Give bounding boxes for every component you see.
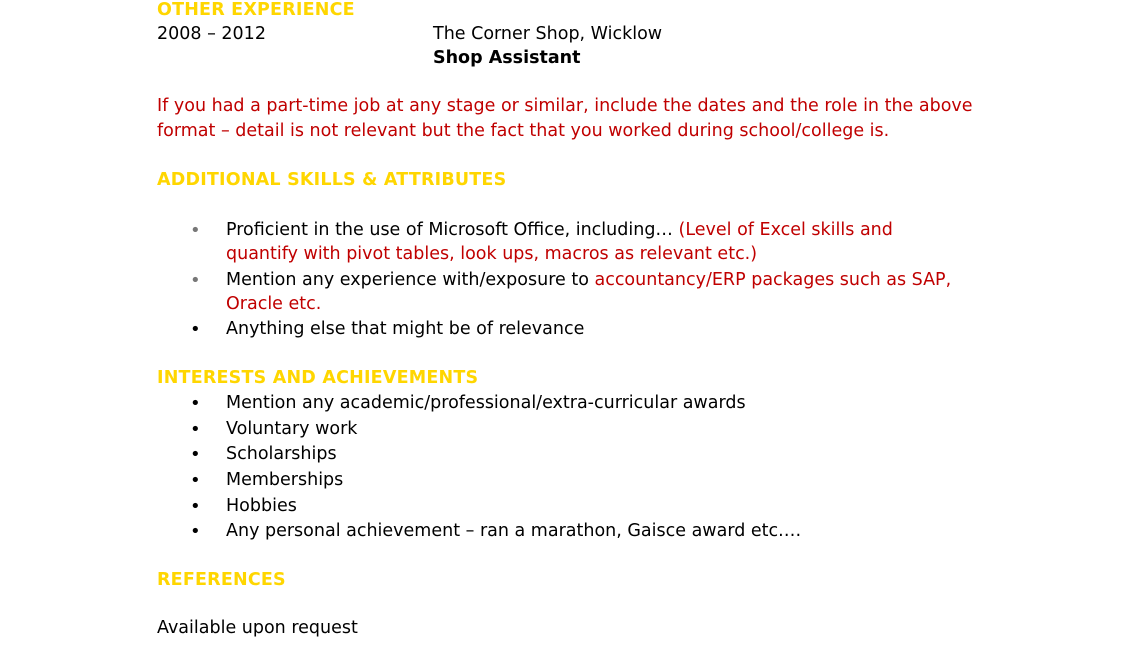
interest-item: Memberships bbox=[226, 470, 344, 490]
skill-item bbox=[226, 270, 951, 290]
bullet-icon: • bbox=[190, 419, 201, 440]
references-text: Available upon request bbox=[157, 618, 358, 638]
experience-role: Shop Assistant bbox=[433, 48, 581, 68]
interest-item: Mention any academic/professional/extra-curricular awards bbox=[226, 393, 746, 413]
experience-note-line-1: If you had a part-time job at any stage or similar, include the dates and the role in the above bbox=[157, 96, 973, 116]
references-heading: REFERENCES bbox=[157, 570, 286, 590]
skill-item-text: Proficient in the use of Microsoft Office, including… bbox=[226, 220, 679, 240]
bullet-icon: • bbox=[190, 393, 201, 414]
skill-item: Anything else that might be of relevance bbox=[226, 319, 585, 339]
experience-note-line-2: format – detail is not relevant but the fact that you worked during school/college is. bbox=[157, 121, 890, 141]
bullet-icon: • bbox=[190, 270, 201, 291]
interest-item: Voluntary work bbox=[226, 419, 358, 439]
bullet-icon: • bbox=[190, 470, 201, 491]
skill-item-note-continued: quantify with pivot tables, look ups, macros as relevant etc.) bbox=[226, 244, 758, 264]
bullet-icon: • bbox=[190, 319, 201, 340]
interest-item: Hobbies bbox=[226, 496, 297, 516]
bullet-icon: • bbox=[190, 496, 201, 517]
bullet-icon: • bbox=[190, 444, 201, 465]
experience-dates: 2008 – 2012 bbox=[157, 24, 266, 44]
skill-item-note: (Level of Excel skills and bbox=[678, 220, 893, 240]
experience-employer: The Corner Shop, Wicklow bbox=[433, 24, 663, 44]
interest-item: Scholarships bbox=[226, 444, 337, 464]
interests-heading: INTERESTS AND ACHIEVEMENTS bbox=[157, 368, 479, 388]
skills-heading: ADDITIONAL SKILLS & ATTRIBUTES bbox=[157, 170, 507, 190]
skill-item bbox=[226, 220, 893, 240]
skill-item-note-continued: Oracle etc. bbox=[226, 294, 322, 314]
skill-item-note: accountancy/ERP packages such as SAP, bbox=[594, 270, 952, 290]
bullet-icon: • bbox=[190, 220, 201, 241]
skill-item-text: Mention any experience with/exposure to bbox=[226, 270, 595, 290]
bullet-icon: • bbox=[190, 521, 201, 542]
other-experience-heading: OTHER EXPERIENCE bbox=[157, 0, 355, 20]
interest-item: Any personal achievement – ran a marathon, Gaisce award etc.… bbox=[226, 521, 802, 541]
